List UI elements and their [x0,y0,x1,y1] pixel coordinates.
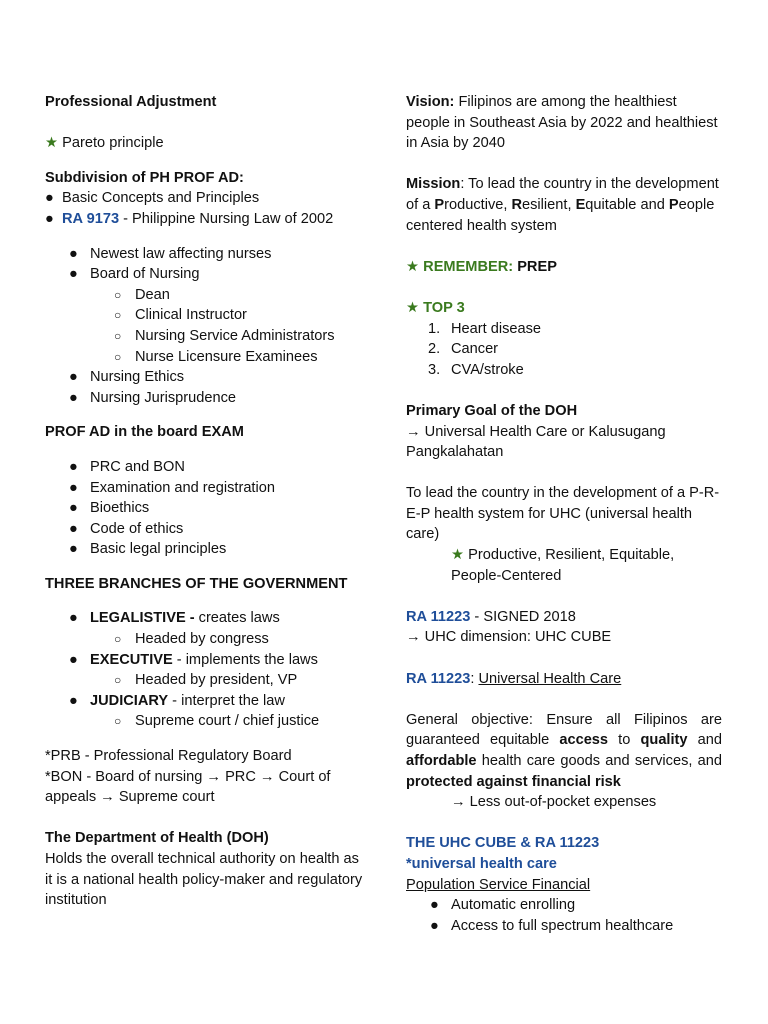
mission-paragraph: Mission: To lead the country in the development of a Productive, Resilient, Equitable and People centered health system [406,176,719,234]
ra11223-signed-line: RA 11223 - SIGNED 2018 [406,608,576,625]
prep-line: ★ Productive, Resilient, Equitable, People-Centered [451,547,675,584]
list-item: ○ Supreme court / chief justice [45,711,365,732]
list-item: ● Automatic enrolling [406,895,722,916]
list-item: ○ Dean [45,285,365,306]
branches-heading: THREE BRANCHES OF THE GOVERNMENT [45,575,348,592]
circle-bullet-icon: ○ [114,328,122,343]
branch-item: ● LEGALISTIVE - creates laws [45,608,365,629]
list-item: ● Newest law affecting nurses [45,244,365,265]
list-item: ○ Nursing Service Administrators [45,326,365,347]
bullet-icon: ● [69,541,78,558]
bullet-icon: ● [45,210,54,227]
oop-line: → Less out-of-pocket expenses [451,794,657,811]
bullet-icon: ● [69,266,78,283]
bullet-icon: ● [69,500,78,517]
bullet-icon: ● [69,692,78,709]
board-exam-heading: PROF AD in the board EXAM [45,424,244,441]
lead-text: To lead the country in the development of a P-R-E-P health system for UHC (universal health care) [406,485,720,543]
ra9173-code: RA 9173 [62,210,120,227]
list-item: ● Bioethics [45,498,365,519]
numbered-item: 2. Cancer [428,341,499,358]
bullet-icon: ● [69,458,78,475]
bullet-icon: ● [69,651,78,668]
bullet-icon: ● [430,897,439,914]
list-item: ● Code of ethics [45,519,365,540]
list-item: ○ Headed by president, VP [45,670,365,691]
star-icon: ★ [451,547,465,564]
list-item: ○ Nurse Licensure Examinees [45,347,365,368]
objective-paragraph: General objective: Ensure all Filipinos are guaranteed equitable access to quality and affordable health care goods and services, and protected against financial risk [406,711,722,790]
list-item: ● Basic legal principles [45,539,365,560]
doh-heading: The Department of Health (DOH) [45,830,269,847]
bullet-icon: ● [430,917,439,934]
right-column [406,92,722,936]
list-item: ○ Clinical Instructor [45,305,365,326]
cube-dimensions: Population Service Financial [406,876,591,893]
star-icon: ★ [45,135,59,152]
top3-heading: ★ TOP 3 [406,299,465,316]
prb-note: *PRB - Professional Regulatory Board [45,748,292,765]
page-title: Professional Adjustment [45,94,217,110]
circle-bullet-icon: ○ [114,714,122,729]
circle-bullet-icon: ○ [114,287,122,302]
bon-note: *BON - Board of nursing → PRC → Court of appeals → Supreme court [45,768,331,806]
list-item: ● PRC and BON [45,457,365,478]
bullet-icon: ● [45,190,54,207]
branch-item: ● JUDICIARY - interpret the law [45,691,365,712]
star-icon: ★ [406,299,420,316]
numbered-item: 1. Heart disease [428,320,542,337]
circle-bullet-icon: ○ [114,349,122,364]
circle-bullet-icon: ○ [114,632,122,647]
bullet-icon: ● [69,389,78,406]
cube-subheading: *universal health care [406,855,557,872]
list-item: ● Examination and registration [45,478,365,499]
vision-paragraph: Vision: Filipinos are among the healthiest people in Southeast Asia by 2022 and healthiest in Asia by 2040 [406,94,718,152]
goal-text: → Universal Health Care or Kalusugang Pangkalahatan [406,423,666,461]
cube-heading: THE UHC CUBE & RA 11223 [406,835,600,852]
circle-bullet-icon: ○ [114,673,122,688]
pareto-line: ★ Pareto principle [45,135,164,152]
list-item: ● Basic Concepts and Principles [45,188,365,209]
bullet-icon: ● [69,369,78,386]
bullet-icon: ● [69,479,78,496]
left-column [45,92,365,911]
numbered-item: 3. CVA/stroke [428,361,524,378]
list-item-ra9173: ● RA 9173 - Philippine Nursing Law of 2002 [45,209,365,230]
circle-bullet-icon: ○ [114,308,122,323]
list-item: ● Nursing Ethics [45,367,365,388]
star-icon: ★ [406,258,420,275]
list-item: ○ Headed by congress [45,629,365,650]
branch-item: ● EXECUTIVE - implements the laws [45,650,365,671]
bullet-icon: ● [69,520,78,537]
uhc-dimension-line: → UHC dimension: UHC CUBE [406,629,612,646]
goal-heading: Primary Goal of the DOH [406,402,578,419]
ra11223-title-line: RA 11223: Universal Health Care [406,670,622,687]
remember-line: ★ REMEMBER: PREP [406,258,557,275]
subdivision-heading: Subdivision of PH PROF AD: [45,169,244,186]
doh-text: Holds the overall technical authority on health as it is a national health policy-maker and regulatory institution [45,851,363,909]
list-item: ● Access to full spectrum healthcare [406,916,722,937]
list-item: ● Board of Nursing [45,264,365,285]
bullet-icon: ● [69,245,78,262]
bullet-icon: ● [69,610,78,627]
list-item: ● Nursing Jurisprudence [45,388,365,409]
